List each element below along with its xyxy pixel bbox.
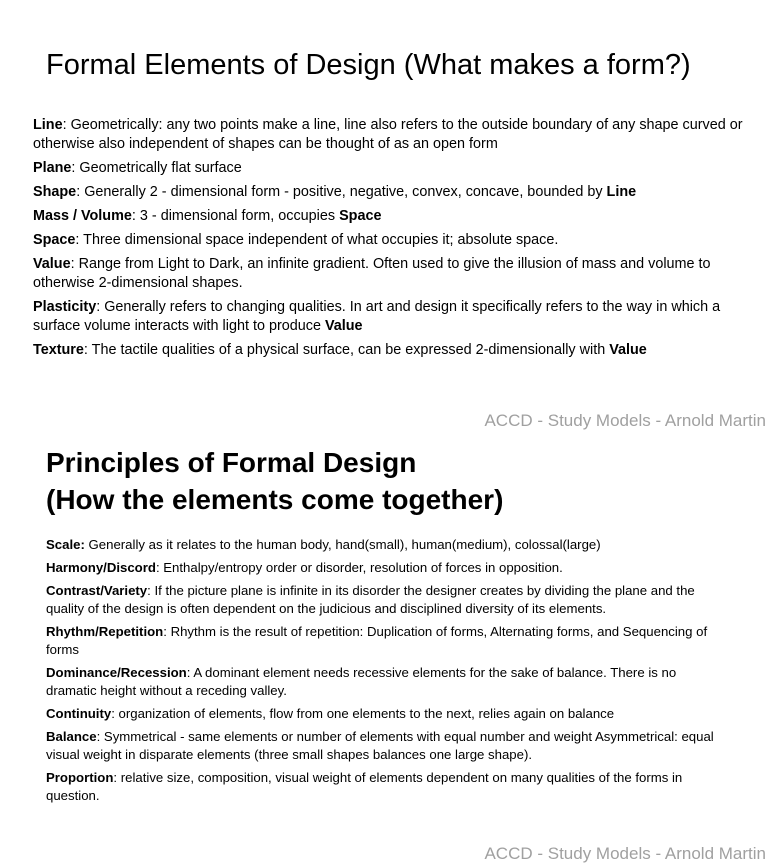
item-separator: : [131,208,140,224]
list-item [33,255,745,293]
item-text: relative size, composition, visual weight of elements dependent on many qualities of the forms in question. [46,770,683,803]
item-text: The tactile qualities of a physical surface, can be expressed 2-dimensionally with [91,342,610,358]
item-text: Generally 2 - dimensional form - positive, negative, convex, concave, bounded by [84,184,607,200]
list-item [46,769,714,805]
item-separator: : [163,624,171,639]
item-text: Generally as it relates to the human body, hand(small), human(medium), colossal(large) [88,537,601,552]
item-term: Dominance/Recession [46,665,187,680]
item-separator: : [75,232,84,248]
slide-title [46,444,503,518]
list-item [46,559,714,577]
list-item [46,728,714,764]
item-term: Value [33,256,71,272]
item-separator: : [76,184,85,200]
item-emphasis: Value [609,342,647,358]
item-term: Rhythm/Repetition [46,624,164,639]
item-term: Texture [33,342,84,358]
list-item [46,705,714,723]
item-term: Scale: [46,537,85,552]
item-separator: : [186,665,194,680]
list-item [33,207,745,226]
item-term: Line [33,117,63,133]
item-term: Proportion [46,770,114,785]
item-separator: : [83,342,92,358]
elements-list [33,116,745,365]
item-text: Enthalpy/entropy order or disorder, resolution of forces in opposition. [163,560,563,575]
item-text: 3 - dimensional form, occupies [139,208,340,224]
item-term: Balance [46,729,97,744]
item-separator: : [113,770,121,785]
slide-title: Formal Elements of Design (What makes a form?) [46,49,691,81]
item-separator: : [96,299,105,315]
item-text: Generally refers to changing qualities. In art and design it specifically refers to the way in which a surface volume interacts with light to produce [33,299,721,334]
item-term: Harmony/Discord [46,560,156,575]
list-item [33,231,745,250]
item-separator: : [96,729,104,744]
item-emphasis: Space [339,208,382,224]
item-text: organization of elements, flow from one elements to the next, relies again on balance [118,706,615,721]
item-term: Shape [33,184,77,200]
item-separator: : [147,583,155,598]
slide-footer: ACCD - Study Models - Arnold Martin [484,411,766,430]
item-separator: : [111,706,119,721]
item-separator: : [155,560,164,575]
item-term: Plasticity [33,299,97,315]
item-text: Geometrically flat surface [79,160,242,176]
item-text: Symmetrical - same elements or number of elements with equal number and weight Asymmetrical: equal visual weight in disparate elements (three small shapes balances one large shape). [46,729,714,762]
principles-list [46,536,714,810]
title-line-2: (How the elements come together) [46,484,504,515]
item-term: Contrast/Variety [46,583,148,598]
title-line-1: Principles of Formal Design [46,447,417,478]
item-text: Range from Light to Dark, an infinite gradient. Often used to give the illusion of mass and volume to otherwise 2-dimensional shapes. [33,256,711,291]
item-separator: : [70,256,79,272]
list-item [33,116,745,154]
item-text: Geometrically: any two points make a line, line also refers to the outside boundary of any shape curved or otherwise also independent of shapes can be thought of as an open form [33,117,743,152]
item-separator: : [62,117,71,133]
item-text: If the picture plane is infinite in its disorder the designer creates by dividing the plane and the quality of the design is often dependent on the judicious and disciplined diversity of its elements. [46,583,695,616]
item-text: A dominant element needs recessive elements for the sake of balance. There is no dramatic height without a receding valley. [46,665,677,698]
list-item [33,341,745,360]
item-term: Mass / Volume [33,208,132,224]
item-term: Continuity [46,706,112,721]
list-item [46,582,714,618]
item-emphasis: Value [324,318,363,334]
item-separator: : [71,160,80,176]
list-item [46,623,714,659]
list-item [33,183,745,202]
item-term: Space [33,232,76,248]
list-item [46,664,714,700]
item-text: Three dimensional space independent of what occupies it; absolute space. [83,232,559,248]
list-item [46,536,714,554]
list-item [33,298,745,336]
item-term: Plane [33,160,72,176]
slide-principles [0,433,768,866]
item-emphasis: Line [606,184,637,200]
item-text: Rhythm is the result of repetition: Duplication of forms, Alternating forms, and Sequencing of forms [46,624,708,657]
slide-footer: ACCD - Study Models - Arnold Martin [484,844,766,863]
list-item [33,159,745,178]
